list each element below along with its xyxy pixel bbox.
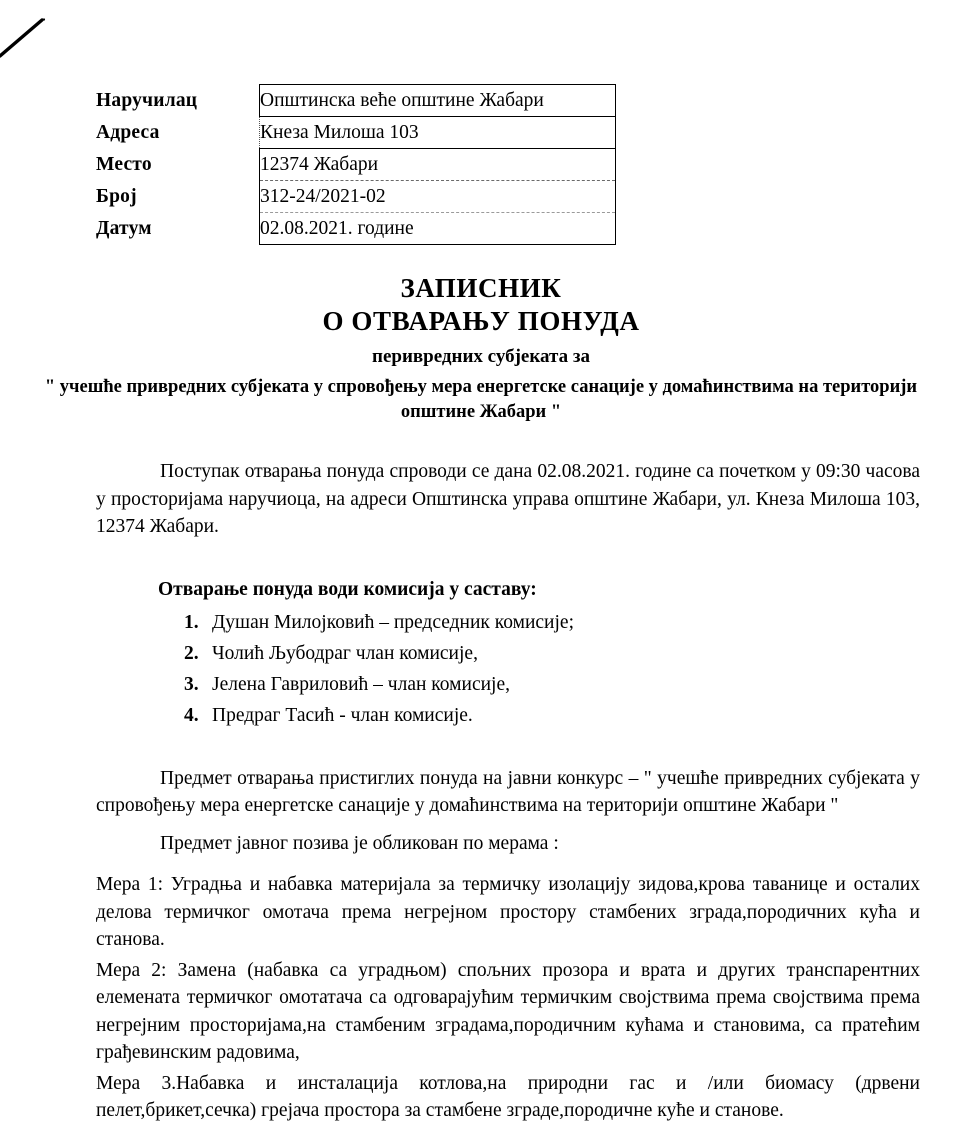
list-item: Чолић Љубодраг члан комисије, — [212, 642, 478, 664]
page-title-scope: " учешће привредних субјеката у спровођењу мера енергетске санације у домаћинствима на територији општине Жабари " — [44, 377, 918, 422]
spacer — [96, 857, 920, 867]
meta-table — [96, 84, 616, 245]
meta-label-broj: Број — [96, 186, 137, 207]
commission-member-list — [158, 607, 920, 731]
table-row — [96, 117, 616, 149]
meta-label-adresa: Адреса — [96, 122, 160, 143]
list-item: Јелена Гавриловић – члан комисије, — [212, 673, 510, 695]
document-body — [96, 458, 920, 1128]
meta-spacer — [246, 117, 260, 149]
measure-item-1: Мера 1: Уградња и набавка материјала за термичку изолацију зидова,крова таванице и осталих делова термичког омотача према негрејном простору стамбених зграда,породичних кућа и станова. — [96, 874, 920, 950]
measure-item-3: Мера 3.Набавка и инсталација котлова,на природни гас и /или биомасу (дрвени пелет,брикет,сечка) грејача простора за стамбене зграде,породичне куће и станове. — [96, 1072, 920, 1121]
meta-spacer — [246, 85, 260, 117]
measure-item-2: Мера 2: Замена (набавка са уградњом) спољних прозора и врата и других транспарентних елемената термичког омотатача са одговарајућим термичким својствима према својствима према негрејним просторијама,на стамбеним зградама,породичним кућама и становима, са пратећим грађевинским радовима, — [96, 959, 920, 1063]
meta-value-narucilac: Општинска веће општине Жабари — [260, 85, 616, 117]
page-title-line-1: ЗАПИСНИК — [400, 273, 562, 303]
meta-spacer — [246, 181, 260, 213]
meta-value-datum: 02.08.2021. године — [260, 213, 616, 245]
meta-label-mesto: Место — [96, 154, 152, 175]
list-item: Предраг Тасић - члан комисије. — [212, 704, 473, 726]
meta-spacer — [246, 213, 260, 245]
document-title-block — [0, 272, 962, 425]
spacer — [96, 820, 920, 830]
commission-section — [158, 575, 920, 731]
list-item: Душан Милојковић – председник комисије; — [212, 611, 574, 633]
table-row — [96, 85, 616, 117]
meta-label-datum: Датум — [96, 218, 152, 239]
meta-spacer — [246, 149, 260, 181]
measures-section — [96, 871, 920, 1125]
scan-artifact-pen-stroke — [0, 18, 56, 58]
meta-value-broj: 312-24/2021-02 — [260, 181, 616, 213]
table-row — [96, 213, 616, 245]
spacer — [96, 541, 920, 575]
meta-value-adresa: Кнеза Милоша 103 — [260, 117, 616, 149]
page-title-line-2: О ОТВАРАЊУ ПОНУДА — [322, 306, 640, 336]
page-subtitle: перивредних субјеката за — [372, 346, 590, 367]
table-row — [96, 181, 616, 213]
opening-paragraph: Поступак отварања понуда спроводи се дана 02.08.2021. године са почетком у 09:30 часова у просторијама наручиоца, на адреси Општинска управа општине Жабари, ул. Кнеза Милоша 103, 12374 Жабари. — [96, 461, 920, 537]
subject-paragraph: Предмет отварања пристиглих понуда на јавни конкурс – " учешће привредних субјеката у спровођењу мера енергетске санације у домаћинствима на територији општине Жабари " — [96, 767, 920, 816]
table-row — [96, 149, 616, 181]
measures-intro: Предмет јавног позива је обликован по мерама : — [160, 832, 559, 854]
spacer — [96, 731, 920, 765]
meta-label-narucilac: Наручилац — [96, 90, 198, 111]
meta-value-mesto: 12374 Жабари — [260, 149, 616, 181]
document-header — [0, 84, 962, 245]
commission-heading: Отварање понуда води комисија у саставу: — [158, 578, 537, 600]
